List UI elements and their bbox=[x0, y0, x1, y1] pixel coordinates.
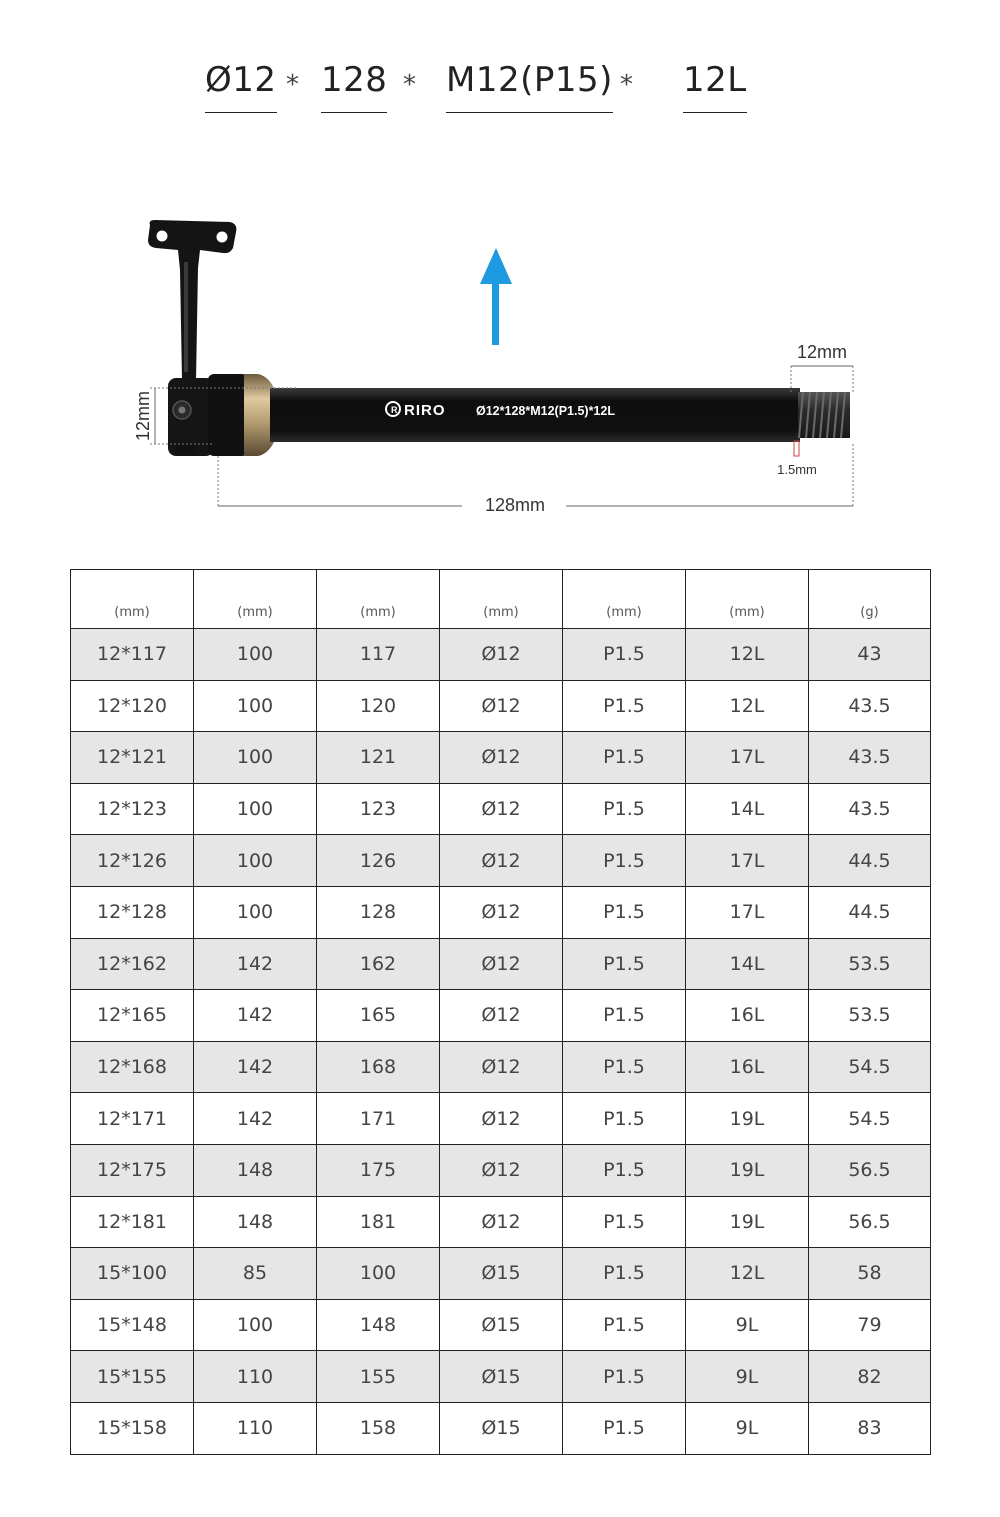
spec-thread-length-value: 12L bbox=[683, 60, 747, 113]
table-cell: 158 bbox=[317, 1402, 440, 1454]
table-row bbox=[71, 1144, 931, 1196]
table-cell: 15*155 bbox=[71, 1351, 194, 1403]
table-cell: 14L bbox=[686, 938, 809, 990]
table-row bbox=[71, 1351, 931, 1403]
table-cell: 100 bbox=[194, 783, 317, 835]
table-cell: 56.5 bbox=[809, 1196, 931, 1248]
table-cell: Ø15 bbox=[440, 1248, 563, 1300]
table-cell: P1.5 bbox=[563, 886, 686, 938]
spec-diameter bbox=[205, 60, 277, 113]
table-cell: 15*148 bbox=[71, 1299, 194, 1351]
header-cell: (g) bbox=[809, 570, 931, 629]
table-cell: P1.5 bbox=[563, 835, 686, 887]
table-cell: 79 bbox=[809, 1299, 931, 1351]
table-cell: Ø12 bbox=[440, 1093, 563, 1145]
separator-3: * bbox=[620, 70, 633, 100]
table-row bbox=[71, 990, 931, 1042]
table-cell: 17L bbox=[686, 886, 809, 938]
table-cell: 117 bbox=[317, 629, 440, 681]
table-cell: 12L bbox=[686, 629, 809, 681]
table-row bbox=[71, 1402, 931, 1454]
table-cell: 100 bbox=[194, 680, 317, 732]
table-cell: 12*128 bbox=[71, 886, 194, 938]
gold-cone bbox=[244, 374, 274, 456]
table-cell: Ø12 bbox=[440, 835, 563, 887]
table-cell: 12*120 bbox=[71, 680, 194, 732]
up-arrow-icon bbox=[480, 248, 512, 345]
table-cell: Ø12 bbox=[440, 732, 563, 784]
table-cell: 12*181 bbox=[71, 1196, 194, 1248]
table-cell: P1.5 bbox=[563, 783, 686, 835]
table-cell: 100 bbox=[194, 1299, 317, 1351]
table-cell: 12*121 bbox=[71, 732, 194, 784]
table-row bbox=[71, 1093, 931, 1145]
dim-total-length bbox=[218, 444, 853, 515]
spec-table-body bbox=[71, 570, 931, 1455]
table-cell: Ø12 bbox=[440, 1196, 563, 1248]
brand-logo bbox=[386, 402, 446, 419]
svg-text:R: R bbox=[391, 405, 398, 415]
svg-text:12mm: 12mm bbox=[796, 342, 848, 362]
table-cell: 58 bbox=[809, 1248, 931, 1300]
spec-thread-value: M12(P15) bbox=[446, 60, 613, 113]
table-cell: 9L bbox=[686, 1351, 809, 1403]
table-cell: P1.5 bbox=[563, 938, 686, 990]
table-cell: 9L bbox=[686, 1299, 809, 1351]
table-cell: 175 bbox=[317, 1144, 440, 1196]
table-cell: 15*100 bbox=[71, 1248, 194, 1300]
spec-thread-length bbox=[683, 60, 747, 113]
table-row bbox=[71, 938, 931, 990]
table-row bbox=[71, 732, 931, 784]
table-cell: 12*165 bbox=[71, 990, 194, 1042]
table-cell: 110 bbox=[194, 1351, 317, 1403]
table-cell: 142 bbox=[194, 1093, 317, 1145]
table-row bbox=[71, 629, 931, 681]
table-row bbox=[71, 1299, 931, 1351]
table-cell: 168 bbox=[317, 1041, 440, 1093]
table-cell: P1.5 bbox=[563, 629, 686, 681]
table-cell: 121 bbox=[317, 732, 440, 784]
table-cell: 12*126 bbox=[71, 835, 194, 887]
spec-thread bbox=[446, 60, 613, 113]
table-cell: 43.5 bbox=[809, 680, 931, 732]
table-cell: 83 bbox=[809, 1402, 931, 1454]
table-cell: 110 bbox=[194, 1402, 317, 1454]
table-cell: 148 bbox=[317, 1299, 440, 1351]
table-cell: 54.5 bbox=[809, 1093, 931, 1145]
spec-length-value: 128 bbox=[321, 60, 387, 113]
table-cell: 15*158 bbox=[71, 1402, 194, 1454]
table-cell: 165 bbox=[317, 990, 440, 1042]
table-cell: 120 bbox=[317, 680, 440, 732]
table-cell: P1.5 bbox=[563, 1248, 686, 1300]
table-row bbox=[71, 1248, 931, 1300]
axle-illustration bbox=[0, 200, 1000, 530]
table-cell: 100 bbox=[317, 1248, 440, 1300]
spec-diameter-value: Ø12 bbox=[205, 60, 277, 113]
table-cell: P1.5 bbox=[563, 1041, 686, 1093]
table-cell: 100 bbox=[194, 835, 317, 887]
table-cell: 53.5 bbox=[809, 990, 931, 1042]
svg-text:12mm: 12mm bbox=[133, 390, 153, 442]
table-cell: 17L bbox=[686, 732, 809, 784]
header-cell: (mm) bbox=[317, 570, 440, 629]
table-cell: 100 bbox=[194, 629, 317, 681]
table-cell: 162 bbox=[317, 938, 440, 990]
spec-table bbox=[70, 569, 931, 1455]
table-cell: 100 bbox=[194, 732, 317, 784]
table-cell: Ø12 bbox=[440, 938, 563, 990]
table-cell: 85 bbox=[194, 1248, 317, 1300]
table-header-row bbox=[71, 570, 931, 629]
table-cell: 12*117 bbox=[71, 629, 194, 681]
table-cell: 14L bbox=[686, 783, 809, 835]
table-cell: 12*175 bbox=[71, 1144, 194, 1196]
table-cell: 19L bbox=[686, 1144, 809, 1196]
table-cell: Ø15 bbox=[440, 1351, 563, 1403]
table-cell: 142 bbox=[194, 1041, 317, 1093]
table-cell: 12*162 bbox=[71, 938, 194, 990]
spec-length bbox=[321, 60, 387, 113]
table-cell: 56.5 bbox=[809, 1144, 931, 1196]
table-cell: 19L bbox=[686, 1196, 809, 1248]
table-cell: 12L bbox=[686, 1248, 809, 1300]
table-cell: Ø12 bbox=[440, 783, 563, 835]
table-cell: 12*171 bbox=[71, 1093, 194, 1145]
table-cell: Ø12 bbox=[440, 629, 563, 681]
table-cell: 43.5 bbox=[809, 732, 931, 784]
table-cell: P1.5 bbox=[563, 1299, 686, 1351]
table-cell: 54.5 bbox=[809, 1041, 931, 1093]
table-row bbox=[71, 1196, 931, 1248]
table-cell: P1.5 bbox=[563, 1196, 686, 1248]
table-cell: Ø12 bbox=[440, 1041, 563, 1093]
table-cell: 82 bbox=[809, 1351, 931, 1403]
table-row bbox=[71, 680, 931, 732]
table-cell: P1.5 bbox=[563, 680, 686, 732]
dim-thread-width bbox=[791, 342, 853, 392]
table-cell: P1.5 bbox=[563, 1144, 686, 1196]
table-cell: 43.5 bbox=[809, 783, 931, 835]
table-cell: P1.5 bbox=[563, 1351, 686, 1403]
svg-text:RIRO: RIRO bbox=[404, 402, 446, 419]
table-cell: Ø12 bbox=[440, 680, 563, 732]
table-cell: 155 bbox=[317, 1351, 440, 1403]
table-cell: Ø15 bbox=[440, 1299, 563, 1351]
table-cell: 148 bbox=[194, 1196, 317, 1248]
table-cell: 43 bbox=[809, 629, 931, 681]
svg-text:1.5mm: 1.5mm bbox=[777, 462, 817, 477]
table-cell: 181 bbox=[317, 1196, 440, 1248]
header-cell: (mm) bbox=[563, 570, 686, 629]
table-row bbox=[71, 886, 931, 938]
table-row bbox=[71, 1041, 931, 1093]
t-handle-lever bbox=[148, 220, 236, 380]
table-cell: 171 bbox=[317, 1093, 440, 1145]
table-cell: P1.5 bbox=[563, 990, 686, 1042]
dim-pitch bbox=[777, 441, 817, 477]
svg-text:128mm: 128mm bbox=[484, 495, 546, 515]
table-cell: 142 bbox=[194, 990, 317, 1042]
header-cell: (mm) bbox=[686, 570, 809, 629]
table-cell: Ø15 bbox=[440, 1402, 563, 1454]
separator-2: * bbox=[403, 70, 416, 100]
table-cell: P1.5 bbox=[563, 1402, 686, 1454]
table-row bbox=[71, 783, 931, 835]
table-cell: 123 bbox=[317, 783, 440, 835]
table-row bbox=[71, 835, 931, 887]
table-cell: 142 bbox=[194, 938, 317, 990]
table-cell: 16L bbox=[686, 1041, 809, 1093]
table-cell: 53.5 bbox=[809, 938, 931, 990]
threaded-end bbox=[798, 392, 850, 438]
table-cell: P1.5 bbox=[563, 1093, 686, 1145]
table-cell: P1.5 bbox=[563, 732, 686, 784]
table-cell: 17L bbox=[686, 835, 809, 887]
table-cell: Ø12 bbox=[440, 886, 563, 938]
table-cell: 44.5 bbox=[809, 886, 931, 938]
table-cell: 16L bbox=[686, 990, 809, 1042]
table-cell: 44.5 bbox=[809, 835, 931, 887]
header-cell: (mm) bbox=[440, 570, 563, 629]
table-cell: 9L bbox=[686, 1402, 809, 1454]
header-cell: (mm) bbox=[194, 570, 317, 629]
separator-1: * bbox=[286, 70, 299, 100]
axle-print-text: Ø12*128*M12(P1.5)*12L bbox=[476, 404, 615, 418]
table-cell: 148 bbox=[194, 1144, 317, 1196]
table-cell: 128 bbox=[317, 886, 440, 938]
table-cell: 12*168 bbox=[71, 1041, 194, 1093]
header-cell: (mm) bbox=[71, 570, 194, 629]
table-cell: 100 bbox=[194, 886, 317, 938]
table-cell: 126 bbox=[317, 835, 440, 887]
table-cell: Ø12 bbox=[440, 1144, 563, 1196]
table-cell: 12*123 bbox=[71, 783, 194, 835]
table-cell: Ø12 bbox=[440, 990, 563, 1042]
table-cell: 19L bbox=[686, 1093, 809, 1145]
table-cell: 12L bbox=[686, 680, 809, 732]
collar bbox=[208, 374, 248, 456]
